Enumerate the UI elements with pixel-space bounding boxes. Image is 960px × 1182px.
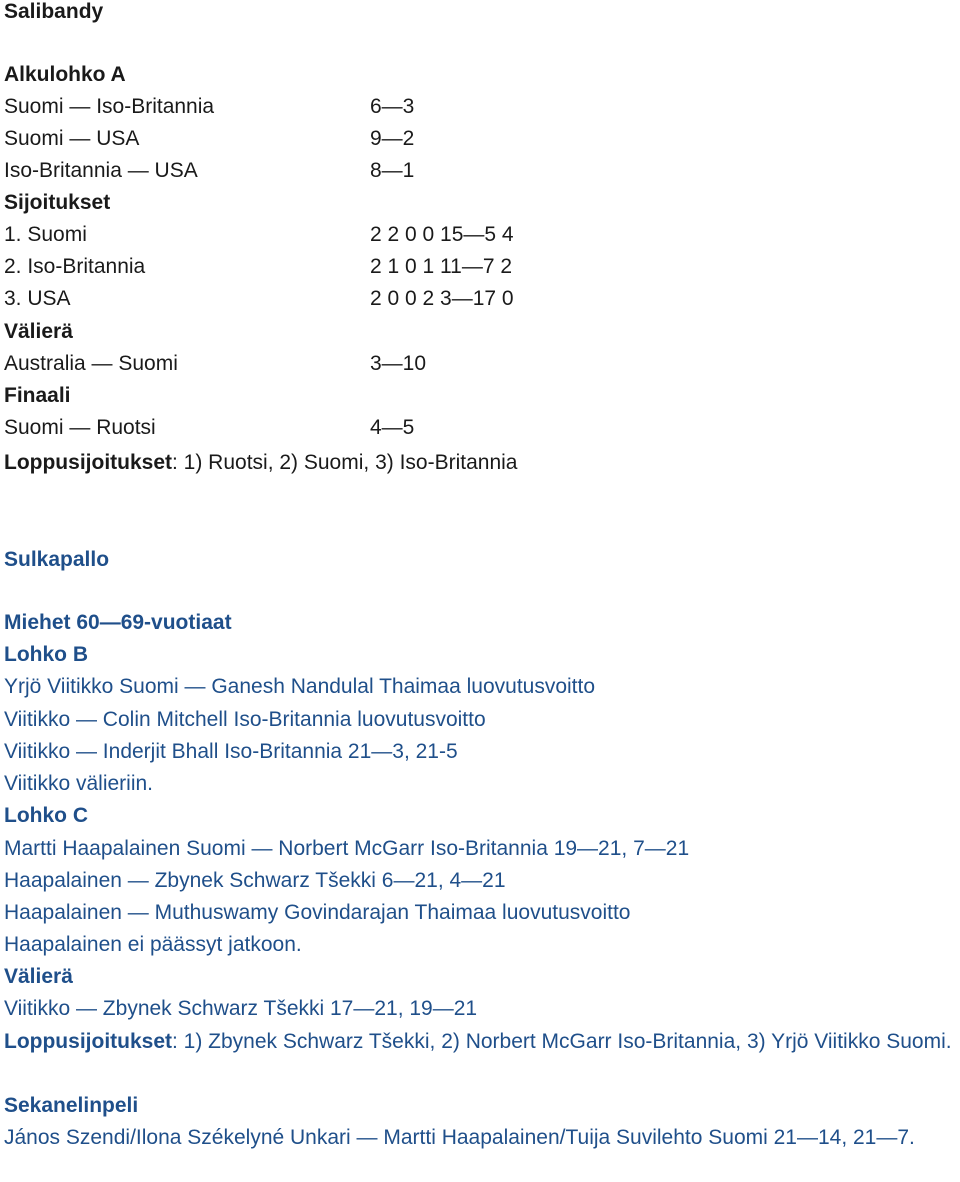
match-row	[4, 159, 415, 183]
semifinal-heading: Välierä	[4, 320, 73, 343]
match-teams: Suomi — Ruotsi	[4, 416, 156, 439]
group-c-heading: Lohko C	[4, 804, 88, 827]
match-teams: Suomi — Iso-Britannia	[4, 95, 215, 118]
match-score: 8—1	[370, 159, 415, 182]
final-standings-line	[4, 451, 517, 475]
final-row	[4, 416, 415, 440]
result-line: Haapalainen — Muthuswamy Govindarajan Thaimaa luovutusvoitto	[4, 901, 631, 924]
standings-stats: 2 0 0 2 3—17 0	[370, 287, 514, 310]
mixed-doubles-result: János Szendi/Ilona Székelyné Unkari — Martti Haapalainen/Tuija Suvilehto Suomi 21—14, 21—7.	[4, 1126, 915, 1149]
standings-row	[4, 223, 514, 247]
match-teams: Suomi — USA	[4, 127, 140, 150]
match-row	[4, 95, 415, 119]
result-line: Yrjö Viitikko Suomi — Ganesh Nandulal Thaimaa luovutusvoitto	[4, 675, 596, 698]
match-row	[4, 127, 415, 151]
match-score: 4—5	[370, 416, 415, 439]
category-heading: Miehet 60—69-vuotiaat	[4, 611, 232, 634]
result-line: Haapalainen ei päässyt jatkoon.	[4, 933, 302, 956]
standings-team: 1. Suomi	[4, 223, 87, 246]
result-line: Martti Haapalainen Suomi — Norbert McGarr Iso-Britannia 19—21, 7—21	[4, 837, 690, 860]
section-title-salibandy: Salibandy	[4, 0, 104, 23]
semifinal-heading: Välierä	[4, 965, 73, 988]
standings-stats: 2 2 0 0 15—5 4	[370, 223, 514, 246]
result-line: Viitikko — Colin Mitchell Iso-Britannia luovutusvoitto	[4, 708, 486, 731]
result-line: Haapalainen — Zbynek Schwarz Tšekki 6—21, 4—21	[4, 869, 506, 892]
semifinal-row	[4, 352, 427, 376]
final-standings-label: Loppusijoitukset	[4, 451, 172, 474]
final-heading: Finaali	[4, 384, 71, 407]
standings-team: 3. USA	[4, 287, 71, 310]
match-score: 6—3	[370, 95, 415, 118]
result-line: Viitikko — Inderjit Bhall Iso-Britannia 21—3, 21-5	[4, 740, 458, 763]
section-title-sulkapallo: Sulkapallo	[4, 548, 110, 571]
result-line: Viitikko välieriin.	[4, 772, 153, 795]
final-standings-line	[4, 1026, 954, 1057]
match-score: 9—2	[370, 127, 415, 150]
standings-heading: Sijoitukset	[4, 191, 111, 214]
standings-stats: 2 1 0 1 11—7 2	[370, 255, 513, 278]
standings-team: 2. Iso-Britannia	[4, 255, 146, 278]
group-b-heading: Lohko B	[4, 643, 88, 666]
final-standings-text: : 1) Zbynek Schwarz Tšekki, 2) Norbert McGarr Iso-Britannia, 3) Yrjö Viitikko Suomi.	[172, 1030, 952, 1053]
match-teams: Iso-Britannia — USA	[4, 159, 198, 182]
mixed-doubles-heading: Sekanelinpeli	[4, 1094, 139, 1117]
group-a-heading: Alkulohko A	[4, 63, 126, 86]
final-standings-text: : 1) Ruotsi, 2) Suomi, 3) Iso-Britannia	[172, 451, 518, 474]
standings-row	[4, 255, 513, 279]
standings-row	[4, 287, 514, 311]
result-line: Viitikko — Zbynek Schwarz Tšekki 17—21, 19—21	[4, 997, 478, 1020]
final-standings-label: Loppusijoitukset	[4, 1030, 172, 1053]
match-score: 3—10	[370, 352, 427, 375]
match-teams: Australia — Suomi	[4, 352, 178, 375]
